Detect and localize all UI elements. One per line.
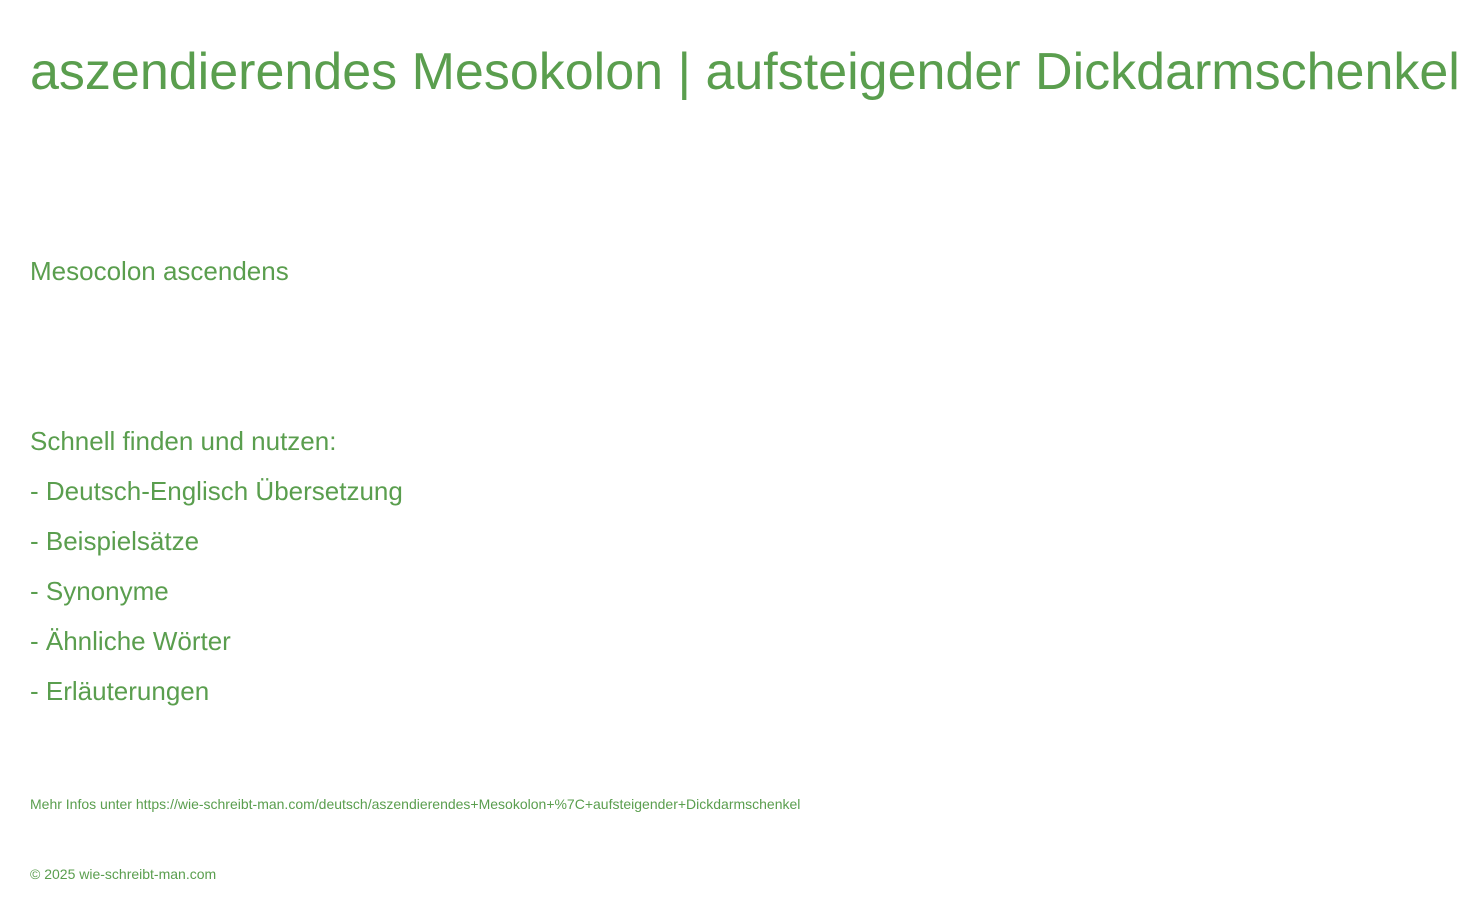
- more-info-line: [30, 795, 900, 813]
- feature-item-example-sentences: - Beispielsätze: [30, 526, 200, 556]
- translation-text: Mesocolon ascendens: [30, 256, 289, 286]
- feature-item-explanations: - Erläuterungen: [30, 676, 210, 706]
- page-title: aszendierendes Mesokolon | aufsteigender Dickdarmschenkel: [30, 43, 1460, 101]
- feature-list: [30, 424, 403, 724]
- copyright-notice: © 2025 wie-schreibt-man.com: [30, 866, 217, 882]
- feature-item-translation: - Deutsch-Englisch Übersetzung: [30, 476, 403, 506]
- more-info-label: Mehr Infos unter: [30, 796, 136, 812]
- feature-list-heading: Schnell finden und nutzen:: [30, 426, 337, 456]
- more-info-link[interactable]: https://wie-schreibt-man.com/deutsch/aszendierendes+Mesokolon+%7C+aufsteigender+Dickdarmschenkel: [135, 796, 801, 812]
- feature-item-similar-words: - Ähnliche Wörter: [30, 626, 231, 656]
- feature-item-synonyms: - Synonyme: [30, 576, 169, 606]
